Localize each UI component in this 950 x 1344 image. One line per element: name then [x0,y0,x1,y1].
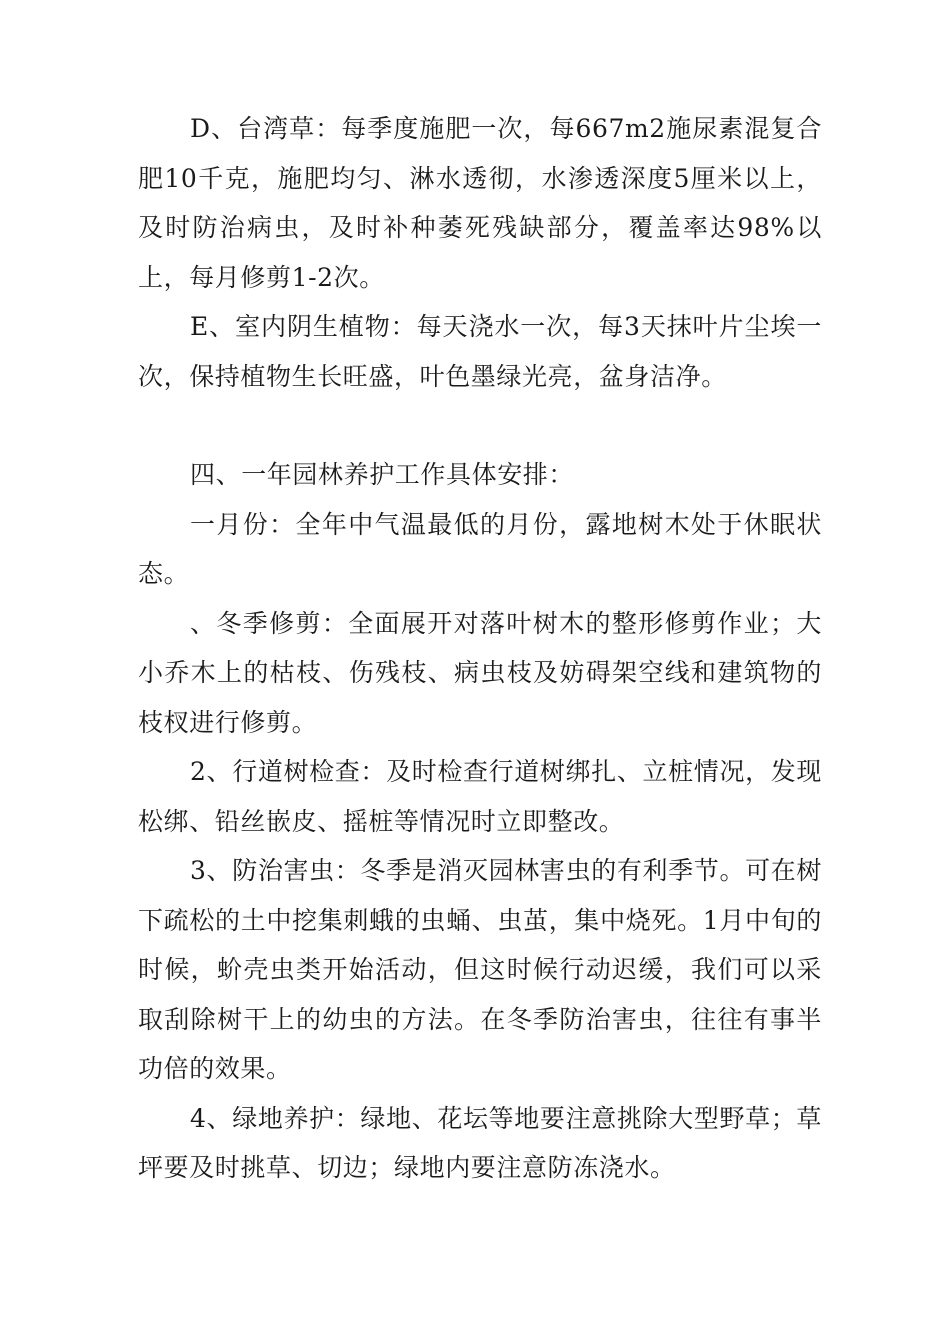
section-maintenance-standards [138,104,822,401]
paragraph-january: 一月份：全年中气温最低的月份，露地树木处于休眠状态。 [138,509,822,588]
paragraph-street-tree-check: 2、行道树检查：及时检查行道树绑扎、立桩情况，发现松绑、铅丝嵌皮、摇桩等情况时立即整改。 [138,757,822,836]
paragraph-taiwan-grass: D、台湾草：每季度施肥一次，每667m2施尿素混复合肥10千克，施肥均匀、淋水透彻，水渗透深度5厘米以上，及时防治病虫，及时补种萎死残缺部分，覆盖率达98%以上，每月修剪1-2次。 [138,114,822,292]
paragraph-green-space-care: 4、绿地养护：绿地、花坛等地要注意挑除大型野草；草坪要及时挑草、切边；绿地内要注意防冻浇水。 [138,1103,822,1182]
paragraph-indoor-plants: E、室内阴生植物：每天浇水一次，每3天抹叶片尘埃一次，保持植物生长旺盛，叶色墨绿光亮，盆身洁净。 [138,312,822,391]
section-heading-annual-schedule: 四、一年园林养护工作具体安排： [190,460,575,489]
section-annual-schedule [138,450,822,1193]
paragraph-winter-pruning: 、冬季修剪：全面展开对落叶树木的整形修剪作业；大小乔木上的枯枝、伤残枝、病虫枝及妨碍架空线和建筑物的枝杈进行修剪。 [138,608,822,737]
paragraph-pest-control: 3、防治害虫：冬季是消灭园林害虫的有利季节。可在树下疏松的土中挖集刺蛾的虫蛹、虫茧，集中烧死。1月中旬的时候，蚧壳虫类开始活动，但这时候行动迟缓，我们可以采取刮除树干上的幼虫的方法。在冬季防治害虫，往往有事半功倍的效果。 [138,856,822,1083]
